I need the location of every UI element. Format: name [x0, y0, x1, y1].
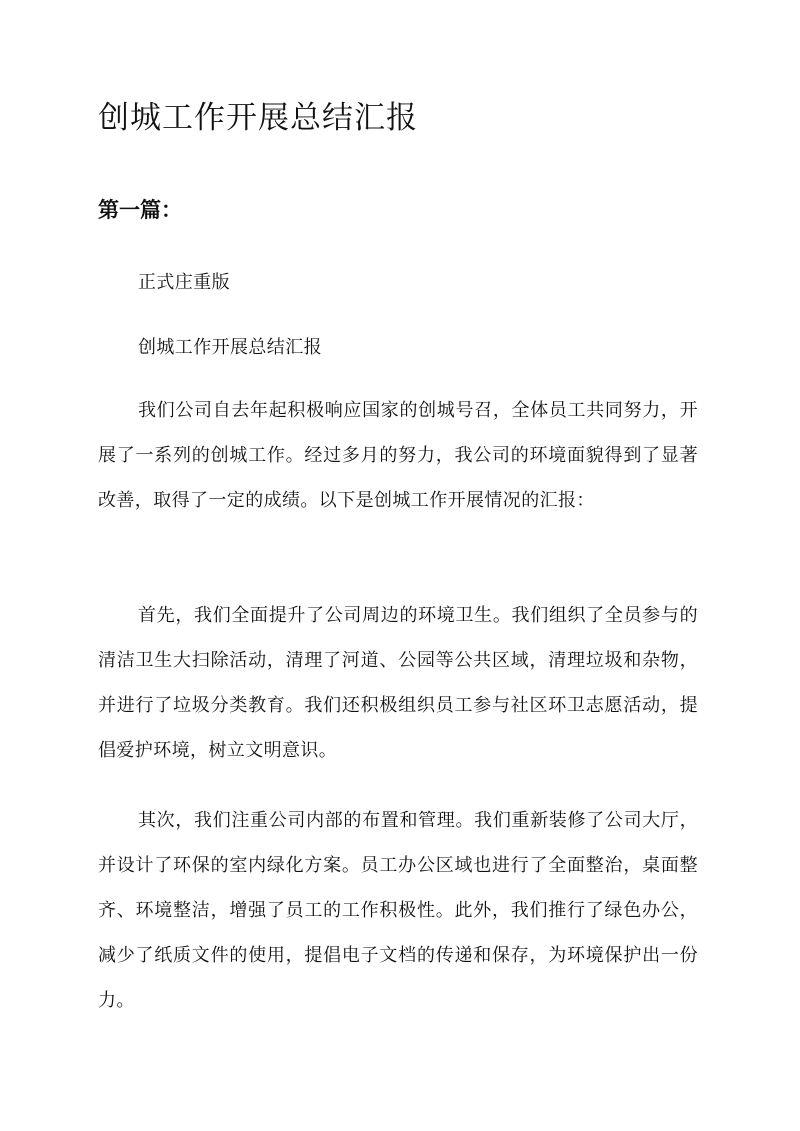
- paragraph-intro: 我们公司自去年起积极响应国家的创城号召，全体员工共同努力，开展了一系列的创城工作。经过多月的努力，我公司的环境面貌得到了显著改善，取得了一定的成绩。以下是创城工作开展情况的汇报：: [98, 400, 698, 511]
- document-title: 创城工作开展总结汇报: [98, 100, 418, 136]
- report-title-line: 创城工作开展总结汇报: [138, 337, 322, 358]
- style-label: 正式庄重版: [138, 272, 230, 293]
- paragraph-environment: 首先，我们全面提升了公司周边的环境卫生。我们组织了全员参与的清洁卫生大扫除活动，清理了河道、公园等公共区域，清理垃圾和杂物，并进行了垃圾分类教育。我们还积极组织员工参与社区环卫志愿活动，提倡爱护环境，树立文明意识。: [98, 605, 698, 761]
- section-heading: 第一篇：: [98, 197, 182, 222]
- paragraph-internal-management: 其次，我们注重公司内部的布置和管理。我们重新装修了公司大厅，并设计了环保的室内绿化方案。员工办公区域也进行了全面整治，桌面整齐、环境整洁，增强了员工的工作积极性。此外，我们推行了绿色办公，减少了纸质文件的使用，提倡电子文档的传递和保存，为环境保护出一份力。: [98, 810, 698, 1011]
